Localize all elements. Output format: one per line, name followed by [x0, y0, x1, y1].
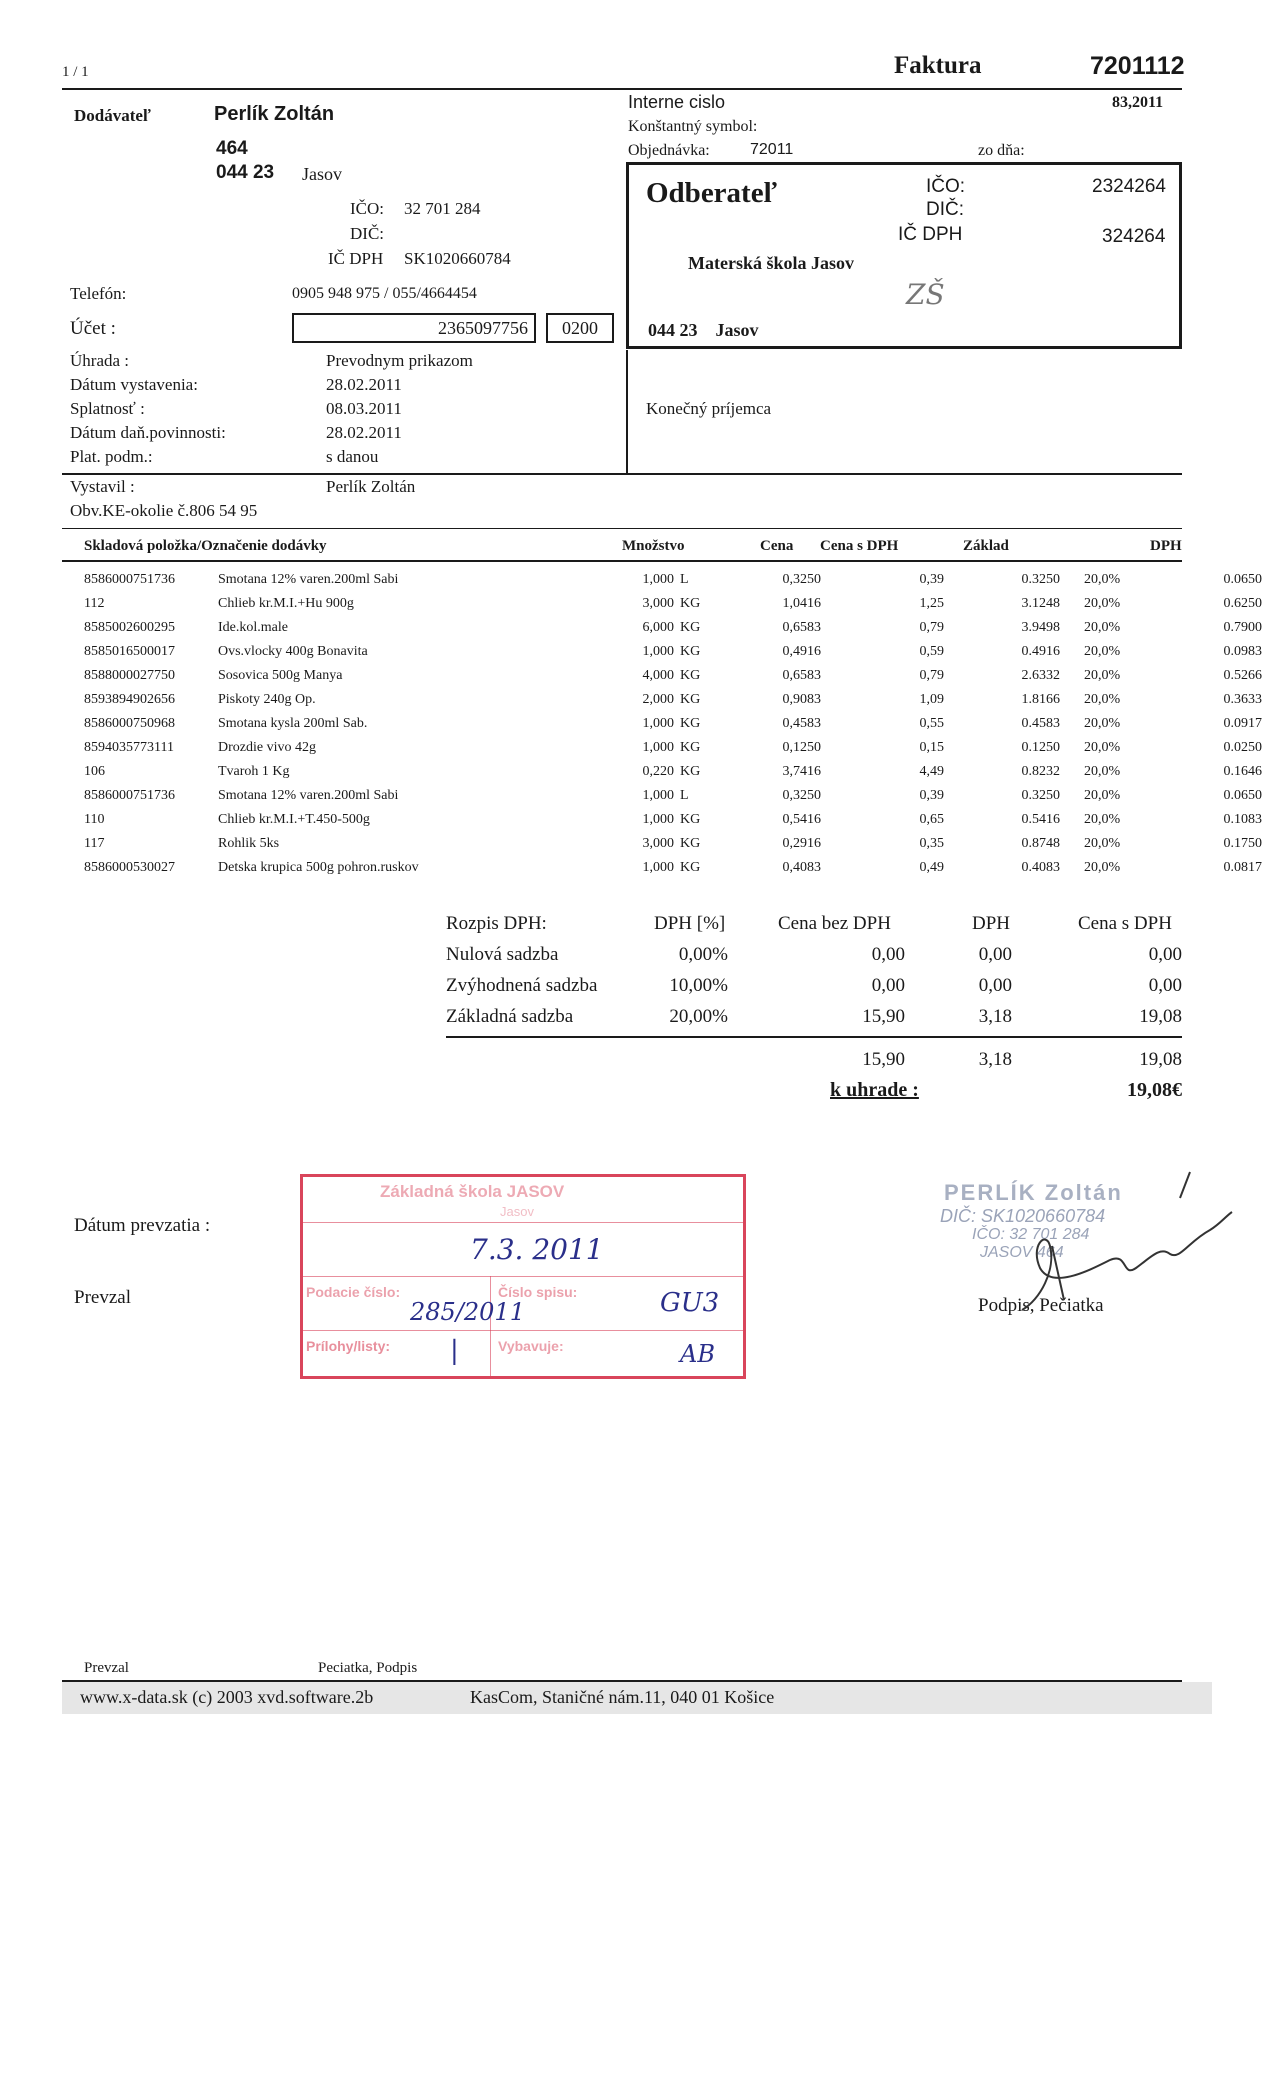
vat-summary-col-rate: DPH [%] — [654, 913, 726, 934]
item-quantity: 6,000 — [642, 620, 674, 635]
supplier-icdph-label: IČ DPH — [328, 249, 384, 268]
item-price-vat: 0,79 — [919, 620, 944, 635]
item-quantity: 1,000 — [642, 644, 674, 659]
item-vat: 0.0917 — [1223, 716, 1262, 731]
item-unit: KG — [680, 716, 701, 731]
issue-date: 28.02.2011 — [326, 375, 402, 394]
item-name: Rohlik 5ks — [218, 836, 280, 851]
item-name: Ide.kol.male — [218, 620, 288, 635]
item-name: Smotana 12% varen.200ml Sabi — [218, 572, 399, 587]
item-price-vat: 0,55 — [919, 716, 944, 731]
item-code: 112 — [84, 596, 105, 611]
stamp-handwritten-date: 7.3. 2011 — [470, 1233, 604, 1266]
footer-band — [62, 1682, 1212, 1714]
internal-number-label: Interne cislo — [628, 92, 726, 112]
vat-row-label: Zvýhodnená sadzba — [446, 975, 598, 996]
item-price: 0,2916 — [782, 836, 821, 851]
item-price: 0,1250 — [782, 740, 821, 755]
item-unit: L — [680, 788, 689, 803]
table-row — [84, 812, 1262, 834]
item-code: 8594035773111 — [84, 740, 174, 755]
vat-row-rate: 0,00% — [678, 944, 728, 965]
item-quantity: 1,000 — [642, 788, 674, 803]
item-quantity: 1,000 — [642, 740, 674, 755]
item-unit: KG — [680, 596, 701, 611]
item-price: 0,4916 — [782, 644, 821, 659]
col-base: Základ — [963, 538, 1009, 554]
supplier-stamp-city: JASOV 464 — [980, 1244, 1064, 1261]
header-rule — [62, 88, 1182, 90]
payment-terms-label: Plat. podm.: — [70, 447, 153, 466]
payment-divider — [626, 350, 628, 474]
item-price: 0,3250 — [782, 572, 821, 587]
customer-icdph-label: IČ DPH — [898, 224, 963, 245]
item-base: 0.1250 — [1021, 740, 1060, 755]
due-date: 08.03.2011 — [326, 399, 402, 418]
stamp-title: Základná škola JASOV — [380, 1182, 565, 1201]
table-row — [84, 596, 1262, 618]
item-code: 8585002600295 — [84, 620, 175, 635]
item-base: 0.4583 — [1021, 716, 1060, 731]
issue-date-label: Dátum vystavenia: — [70, 375, 198, 394]
payment-method: Prevodnym prikazom — [326, 351, 473, 370]
customer-box-top — [626, 162, 1182, 164]
item-code: 117 — [84, 836, 105, 851]
item-unit: KG — [680, 860, 701, 875]
customer-name: Materská škola Jasov — [688, 253, 854, 273]
item-quantity: 1,000 — [642, 812, 674, 827]
table-header-rule — [62, 560, 1182, 562]
item-base: 0.5416 — [1021, 812, 1060, 827]
item-quantity: 1,000 — [642, 860, 674, 875]
item-name: Ovs.vlocky 400g Bonavita — [218, 644, 368, 659]
final-recipient-label: Konečný príjemca — [646, 399, 772, 418]
footer-company: KasCom, Staničné nám.11, 040 01 Košice — [470, 1687, 775, 1707]
amount-due: 19,08€ — [1127, 1079, 1182, 1101]
supplier-street: 464 — [216, 138, 248, 159]
customer-ico: 2324264 — [1092, 176, 1166, 197]
item-price: 0,4083 — [782, 860, 821, 875]
footer-seal-label: Peciatka, Podpis — [318, 1660, 418, 1676]
item-code: 8593894902656 — [84, 692, 175, 707]
table-row — [84, 836, 1262, 858]
account-label: Účet : — [70, 318, 116, 339]
item-vat: 0.0650 — [1223, 788, 1262, 803]
customer-label: Odberateľ — [646, 177, 778, 209]
issuer-label: Vystavil : — [70, 477, 135, 496]
table-row — [84, 668, 1262, 690]
vat-row-total: 19,08 — [1139, 1006, 1182, 1027]
item-rate: 20,0% — [1084, 620, 1121, 635]
item-base: 0.3250 — [1021, 788, 1060, 803]
table-row — [84, 860, 1262, 882]
col-price: Cena — [760, 538, 794, 554]
item-quantity: 3,000 — [642, 836, 674, 851]
item-price-vat: 0,49 — [919, 860, 944, 875]
item-vat: 0.5266 — [1223, 668, 1262, 683]
item-code: 8586000751736 — [84, 788, 175, 803]
item-name: Smotana kysla 200ml Sab. — [218, 716, 368, 731]
supplier-dic-label: DIČ: — [350, 224, 384, 243]
vat-summary-col-vat: DPH — [972, 913, 1011, 934]
item-quantity: 0,220 — [642, 764, 674, 779]
item-vat: 0.0817 — [1223, 860, 1262, 875]
supplier-zip: 044 23 — [216, 162, 275, 183]
document-type: Faktura — [894, 52, 982, 79]
account-box — [292, 313, 536, 343]
item-price-vat: 4,49 — [919, 764, 944, 779]
item-rate: 20,0% — [1084, 716, 1121, 731]
item-base: 0.3250 — [1021, 572, 1060, 587]
due-date-label: Splatnosť : — [70, 399, 145, 418]
tax-date-label: Dátum daň.povinnosti: — [70, 423, 226, 442]
stamp-handwritten-stroke: | — [450, 1336, 459, 1366]
item-price-vat: 0,59 — [919, 644, 944, 659]
item-price: 0,3250 — [782, 788, 821, 803]
item-rate: 20,0% — [1084, 788, 1121, 803]
item-name: Chlieb kr.M.I.+T.450-500g — [218, 812, 370, 827]
stamp-field-handler-label: Vybavuje: — [498, 1338, 564, 1354]
reference-number: 83,2011 — [1112, 94, 1164, 111]
col-quantity: Množstvo — [622, 538, 685, 554]
item-code: 8588000027750 — [84, 668, 175, 683]
account-number: 2365097756 — [438, 318, 528, 338]
signature-scribble — [1010, 1150, 1240, 1330]
vat-row-label: Základná sadzba — [446, 1006, 574, 1027]
item-price: 3,7416 — [782, 764, 821, 779]
item-code: 8585016500017 — [84, 644, 175, 659]
stamp-field-file-label: Číslo spisu: — [498, 1284, 578, 1300]
item-code: 110 — [84, 812, 105, 827]
item-rate: 20,0% — [1084, 692, 1121, 707]
item-base: 0.4083 — [1021, 860, 1060, 875]
sum-base: 15,90 — [862, 1049, 905, 1070]
vat-row-rate: 10,00% — [669, 975, 728, 996]
item-code: 8586000750968 — [84, 716, 175, 731]
stamp-field-number-label: Podacie číslo: — [306, 1284, 401, 1300]
item-rate: 20,0% — [1084, 644, 1121, 659]
item-code: 8586000530027 — [84, 860, 175, 875]
stamp-handwritten-file: GU3 — [660, 1288, 720, 1318]
col-item: Skladová položka/Označenie dodávky — [84, 538, 327, 554]
item-vat: 0.1083 — [1223, 812, 1262, 827]
supplier-label: Dodávateľ — [74, 106, 151, 125]
supplier-icdph: SK1020660784 — [404, 249, 511, 268]
supplier-ico: 32 701 284 — [404, 199, 481, 218]
supplier-stamp-ico: IČO: 32 701 284 — [972, 1226, 1090, 1243]
item-unit: KG — [680, 836, 701, 851]
item-code: 106 — [84, 764, 105, 779]
registration: Obv.KE-okolie č.806 54 95 — [70, 501, 258, 520]
bank-code: 0200 — [562, 318, 598, 338]
vat-row-base: 15,90 — [862, 1006, 905, 1027]
payment-terms: s danou — [326, 447, 379, 466]
payment-method-label: Úhrada : — [70, 351, 130, 370]
item-vat: 0.1646 — [1223, 764, 1262, 779]
supplier-ico-label: IČO: — [350, 199, 384, 218]
item-rate: 20,0% — [1084, 740, 1121, 755]
vat-row-rate: 20,00% — [669, 1006, 728, 1027]
item-unit: KG — [680, 764, 701, 779]
item-price-vat: 0,35 — [919, 836, 944, 851]
col-price-vat: Cena s DPH — [820, 538, 899, 554]
item-unit: KG — [680, 740, 701, 755]
vat-row-vat: 0,00 — [978, 975, 1012, 996]
item-base: 0.4916 — [1021, 644, 1060, 659]
table-row — [84, 788, 1262, 810]
customer-handwritten-note: ZŠ — [906, 278, 945, 311]
item-rate: 20,0% — [1084, 812, 1121, 827]
item-vat: 0.7900 — [1223, 620, 1262, 635]
amount-due-label: k uhrade : — [830, 1079, 919, 1101]
item-price: 0,4583 — [782, 716, 821, 731]
item-quantity: 3,000 — [642, 596, 674, 611]
supplier-stamp-dic: DIČ: SK1020660784 — [940, 1206, 1106, 1226]
item-rate: 20,0% — [1084, 764, 1121, 779]
item-price-vat: 0,65 — [919, 812, 944, 827]
received-by-label: Prevzal — [74, 1287, 131, 1308]
page-number: 1 / 1 — [62, 64, 89, 80]
item-code: 8586000751736 — [84, 572, 175, 587]
phone-label: Telefón: — [70, 284, 127, 303]
item-base: 2.6332 — [1021, 668, 1060, 683]
item-price: 0,9083 — [782, 692, 821, 707]
item-unit: KG — [680, 692, 701, 707]
payment-rule — [62, 473, 1182, 475]
supplier-name: Perlík Zoltán — [214, 103, 335, 125]
customer-ico-label: IČO: — [926, 176, 966, 197]
stamp-handwritten-handler: AB — [680, 1340, 715, 1368]
tax-date: 28.02.2011 — [326, 423, 402, 442]
table-row — [84, 572, 1262, 594]
constant-symbol-label: Konštantný symbol: — [628, 118, 758, 135]
item-unit: KG — [680, 644, 701, 659]
item-vat: 0.3633 — [1223, 692, 1262, 707]
customer-dic-label: DIČ: — [926, 199, 964, 220]
stamp-field-attachments-label: Prílohy/listy: — [306, 1338, 391, 1354]
item-name: Piskoty 240g Op. — [218, 692, 316, 707]
order-label: Objednávka: — [628, 142, 710, 159]
phone: 0905 948 975 / 055/4664454 — [292, 285, 477, 302]
item-rate: 20,0% — [1084, 572, 1121, 587]
supplier-city: Jasov — [302, 164, 342, 184]
vat-row-base: 0,00 — [871, 944, 905, 965]
supplier-stamp-name: PERLÍK Zoltán — [944, 1180, 1123, 1205]
item-price: 1,0416 — [782, 596, 821, 611]
col-vat: DPH — [1150, 538, 1182, 554]
item-quantity: 4,000 — [642, 668, 674, 683]
issuer-name: Perlík Zoltán — [326, 477, 416, 496]
bank-code-box — [546, 313, 614, 343]
item-name: Smotana 12% varen.200ml Sabi — [218, 788, 399, 803]
vat-row-total: 0,00 — [1148, 944, 1182, 965]
table-top-rule — [62, 528, 1182, 529]
table-row — [84, 644, 1262, 666]
vat-summary-rule — [446, 1036, 1182, 1038]
vat-row-label: Nulová sadzba — [446, 944, 559, 965]
item-vat: 0.0983 — [1223, 644, 1262, 659]
item-price: 0,6583 — [782, 668, 821, 683]
item-price-vat: 1,09 — [919, 692, 944, 707]
table-row — [84, 716, 1262, 738]
invoice-number: 7201112 — [1090, 52, 1185, 80]
item-vat: 0.1750 — [1223, 836, 1262, 851]
item-base: 3.9498 — [1021, 620, 1060, 635]
item-price-vat: 0,15 — [919, 740, 944, 755]
vat-row-vat: 3,18 — [978, 1006, 1012, 1027]
item-vat: 0.6250 — [1223, 596, 1262, 611]
item-base: 0.8748 — [1021, 836, 1060, 851]
item-rate: 20,0% — [1084, 596, 1121, 611]
item-base: 1.8166 — [1021, 692, 1060, 707]
item-unit: L — [680, 572, 689, 587]
table-row — [84, 740, 1262, 762]
item-quantity: 1,000 — [642, 716, 674, 731]
vat-summary-col-total: Cena s DPH — [1078, 913, 1172, 934]
vat-summary-col-base: Cena bez DPH — [778, 913, 891, 934]
vat-row-total: 0,00 — [1148, 975, 1182, 996]
item-name: Chlieb kr.M.I.+Hu 900g — [218, 596, 354, 611]
item-name: Detska krupica 500g pohron.ruskov — [218, 860, 419, 875]
sum-vat: 3,18 — [978, 1049, 1012, 1070]
footer-received-label: Prevzal — [84, 1660, 129, 1676]
sum-total: 19,08 — [1139, 1049, 1182, 1070]
item-vat: 0.0250 — [1223, 740, 1262, 755]
item-base: 0.8232 — [1021, 764, 1060, 779]
item-price-vat: 0,39 — [919, 788, 944, 803]
item-quantity: 1,000 — [642, 572, 674, 587]
item-base: 3.1248 — [1021, 596, 1060, 611]
table-row — [84, 764, 1262, 786]
item-quantity: 2,000 — [642, 692, 674, 707]
table-row — [84, 620, 1262, 642]
item-name: Drozdie vivo 42g — [218, 740, 316, 755]
item-price: 0,5416 — [782, 812, 821, 827]
item-rate: 20,0% — [1084, 668, 1121, 683]
item-unit: KG — [680, 668, 701, 683]
item-vat: 0.0650 — [1223, 572, 1262, 587]
item-price: 0,6583 — [782, 620, 821, 635]
item-price-vat: 0,39 — [919, 572, 944, 587]
customer-icdph: 324264 — [1102, 226, 1166, 247]
stamp-handwritten-number: 285/2011 — [410, 1298, 525, 1326]
order-number: 72011 — [750, 141, 794, 158]
stamp-sub: Jasov — [500, 1204, 534, 1219]
vat-row-base: 0,00 — [871, 975, 905, 996]
signature-label: Podpis, Pečiatka — [978, 1295, 1104, 1316]
item-rate: 20,0% — [1084, 860, 1121, 875]
item-rate: 20,0% — [1084, 836, 1121, 851]
item-unit: KG — [680, 620, 701, 635]
order-date-label: zo dňa: — [978, 142, 1025, 159]
table-row — [84, 692, 1262, 714]
item-name: Tvaroh 1 Kg — [218, 764, 290, 779]
item-name: Sosovica 500g Manya — [218, 668, 343, 683]
item-price-vat: 0,79 — [919, 668, 944, 683]
vat-row-vat: 0,00 — [978, 944, 1012, 965]
customer-zip-city: 044 23 Jasov — [648, 320, 759, 340]
item-unit: KG — [680, 812, 701, 827]
receipt-date-label: Dátum prevzatia : — [74, 1215, 211, 1236]
item-price-vat: 1,25 — [919, 596, 944, 611]
vat-summary-title: Rozpis DPH: — [446, 913, 547, 934]
footer-software: www.x-data.sk (c) 2003 xvd.software.2b — [80, 1687, 374, 1707]
